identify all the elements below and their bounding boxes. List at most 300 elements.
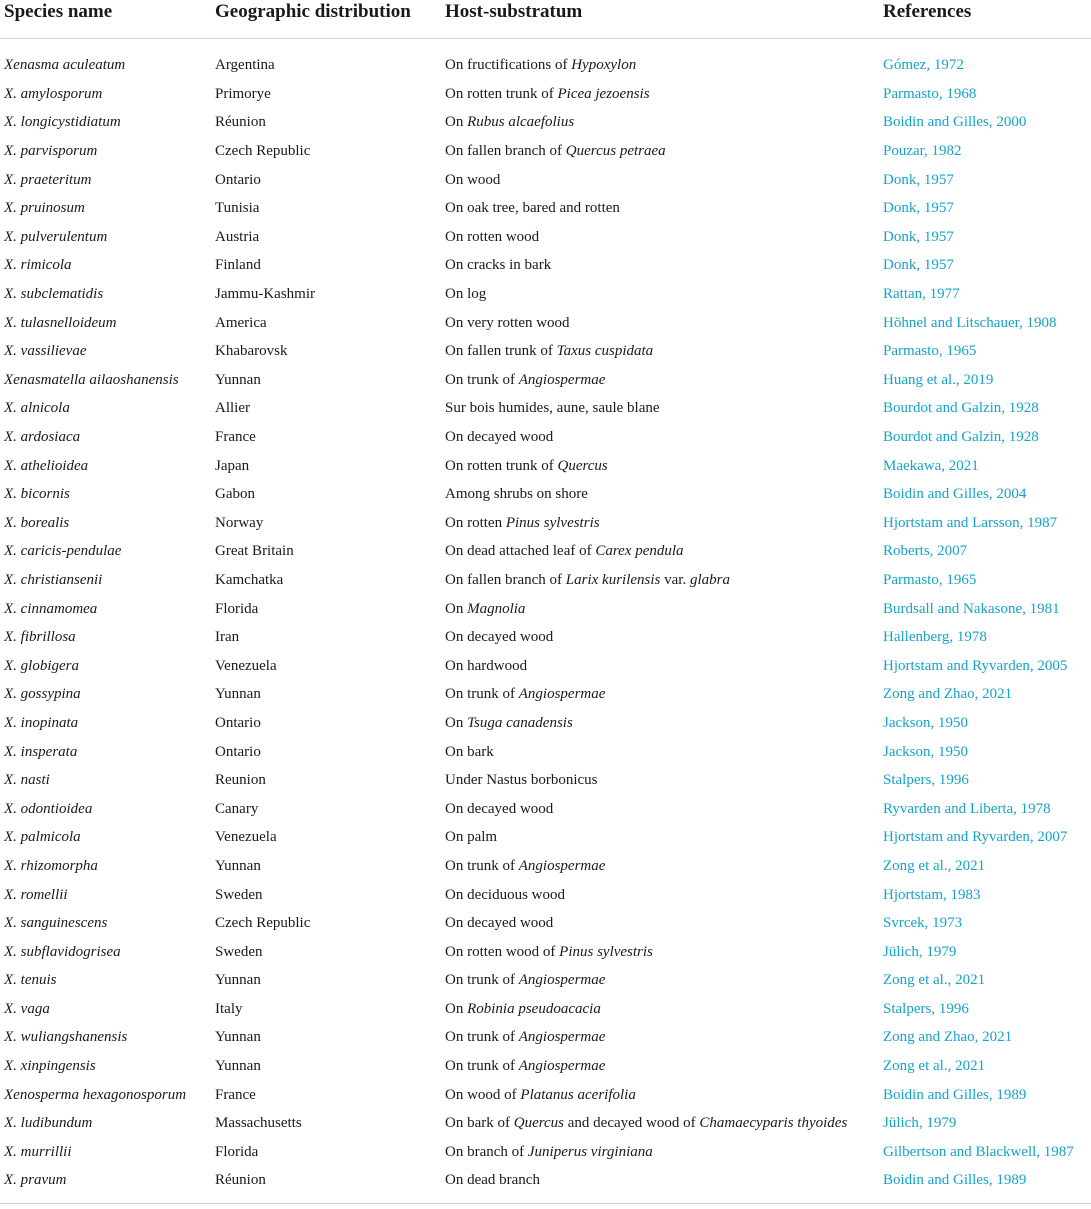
- reference-cell: [876, 937, 1091, 966]
- table-row: [0, 737, 1091, 766]
- species-name-cell: X. rimicola: [4, 257, 72, 274]
- species-name-cell: X. sanguinescens: [4, 915, 108, 932]
- host-substratum-cell: [438, 366, 876, 395]
- host-text: On rotten trunk of: [445, 85, 558, 102]
- host-substratum-cell: [438, 451, 876, 480]
- reference-link[interactable]: Donk, 1957: [883, 200, 954, 217]
- geographic-distribution-cell: Yunnan: [215, 857, 261, 874]
- reference-cell: [876, 337, 1091, 366]
- host-taxon-italic: Angiospermae: [518, 1058, 606, 1075]
- host-taxon-italic: Robinia pseudoacacia: [467, 1000, 601, 1017]
- reference-cell: [876, 909, 1091, 938]
- table-row: [0, 937, 1091, 966]
- geographic-distribution-cell: Japan: [215, 457, 250, 474]
- table-row: [0, 137, 1091, 166]
- host-substratum-cell: [438, 80, 876, 109]
- reference-link[interactable]: Svrcek, 1973: [883, 915, 963, 932]
- host-substratum-cell: [438, 680, 876, 709]
- reference-cell: [876, 51, 1091, 80]
- species-name-cell: X. insperata: [4, 743, 78, 760]
- reference-cell: [876, 308, 1091, 337]
- host-text: Among shrubs on shore: [445, 486, 588, 503]
- geographic-distribution-cell: Sweden: [215, 943, 263, 960]
- host-substratum-cell: [438, 165, 876, 194]
- species-name-cell: X. parvisporum: [4, 143, 98, 160]
- host-taxon-italic: Chamaecyparis thyoides: [699, 1115, 848, 1132]
- reference-link[interactable]: Roberts, 2007: [883, 543, 968, 560]
- host-substratum-cell: [438, 909, 876, 938]
- host-substratum-cell: [438, 794, 876, 823]
- geographic-distribution-cell: Sweden: [215, 886, 263, 903]
- reference-link[interactable]: Hjortstam, 1983: [883, 886, 981, 903]
- host-substratum-cell: [438, 1052, 876, 1081]
- species-name-cell: X. fibrillosa: [4, 629, 76, 646]
- geographic-distribution-cell: Ontario: [215, 743, 261, 760]
- host-text: On trunk of: [445, 972, 519, 989]
- host-taxon-italic: Angiospermae: [518, 1029, 606, 1046]
- reference-link[interactable]: Boidin and Gilles, 1989: [883, 1086, 1027, 1103]
- reference-link[interactable]: Jülich, 1979: [883, 943, 957, 960]
- table-row: [0, 480, 1091, 509]
- species-name-cell: X. rhizomorpha: [4, 857, 98, 874]
- reference-cell: [876, 766, 1091, 795]
- reference-cell: [876, 823, 1091, 852]
- reference-link[interactable]: Huang et al., 2019: [883, 371, 994, 388]
- reference-link[interactable]: Gómez, 1972: [883, 57, 964, 74]
- reference-link[interactable]: Pouzar, 1982: [883, 143, 962, 160]
- host-text: On rotten: [445, 514, 506, 531]
- reference-link[interactable]: Bourdot and Galzin, 1928: [883, 429, 1039, 446]
- table-row: [0, 451, 1091, 480]
- species-name-cell: X. palmicola: [4, 829, 81, 846]
- reference-link[interactable]: Hjortstam and Ryvarden, 2007: [883, 829, 1068, 846]
- geographic-distribution-cell: Primorye: [215, 85, 271, 102]
- reference-link[interactable]: Donk, 1957: [883, 257, 954, 274]
- table-row: [0, 1109, 1091, 1138]
- host-substratum-cell: [438, 1023, 876, 1052]
- species-name-cell: X. vassilievae: [4, 343, 87, 360]
- host-text: On: [445, 1000, 468, 1017]
- host-taxon-italic: Angiospermae: [518, 371, 606, 388]
- host-text: On decayed wood: [445, 915, 554, 932]
- reference-cell: [876, 451, 1091, 480]
- host-substratum-cell: [438, 880, 876, 909]
- host-substratum-cell: [438, 766, 876, 795]
- table-row: [0, 566, 1091, 595]
- host-taxon-italic: glabra: [689, 571, 730, 588]
- host-text: On log: [445, 286, 487, 303]
- geographic-distribution-cell: Venezuela: [215, 829, 277, 846]
- reference-link[interactable]: Zong et al., 2021: [883, 857, 986, 874]
- reference-cell: [876, 566, 1091, 595]
- host-text: On rotten wood: [445, 228, 540, 245]
- reference-link[interactable]: Burdsall and Nakasone, 1981: [883, 600, 1060, 617]
- geographic-distribution-cell: France: [215, 1086, 256, 1103]
- geographic-distribution-cell: Réunion: [215, 114, 266, 131]
- species-name-cell: Xenosperma hexagonosporum: [4, 1086, 187, 1103]
- species-name-cell: X. inopinata: [4, 714, 79, 731]
- geographic-distribution-cell: Khabarovsk: [215, 343, 288, 360]
- host-text: On: [445, 114, 468, 131]
- table-row: [0, 766, 1091, 795]
- geographic-distribution-cell: America: [215, 314, 267, 331]
- species-name-cell: X. amylosporum: [4, 85, 103, 102]
- table-row: [0, 1023, 1091, 1052]
- reference-link[interactable]: Gilbertson and Blackwell, 1987: [883, 1143, 1074, 1160]
- table-row: [0, 880, 1091, 909]
- reference-link[interactable]: Maekawa, 2021: [883, 457, 979, 474]
- species-name-cell: X. tulasnelloideum: [4, 314, 117, 331]
- host-substratum-cell: [438, 423, 876, 452]
- host-substratum-cell: [438, 566, 876, 595]
- host-text: On bark of: [445, 1115, 514, 1132]
- geographic-distribution-cell: Czech Republic: [215, 143, 311, 160]
- table-row: [0, 394, 1091, 423]
- species-name-cell: X. christiansenii: [4, 571, 103, 588]
- header-references: References: [876, 0, 1091, 39]
- reference-cell: [876, 366, 1091, 395]
- geographic-distribution-cell: Ontario: [215, 171, 261, 188]
- geographic-distribution-cell: Florida: [215, 600, 259, 617]
- reference-link[interactable]: Zong and Zhao, 2021: [883, 1029, 1013, 1046]
- host-text: var.: [660, 571, 690, 588]
- host-taxon-italic: Larix kurilensis: [565, 571, 661, 588]
- species-name-cell: X. odontioidea: [4, 800, 93, 817]
- reference-cell: [876, 1052, 1091, 1081]
- host-text: On oak tree, bared and rotten: [445, 200, 620, 217]
- reference-cell: [876, 794, 1091, 823]
- geographic-distribution-cell: Canary: [215, 800, 259, 817]
- reference-cell: [876, 194, 1091, 223]
- host-taxon-italic: Quercus: [557, 457, 608, 474]
- host-text: On bark: [445, 743, 494, 760]
- host-taxon-italic: Taxus cuspidata: [556, 343, 654, 360]
- reference-link[interactable]: Boidin and Gilles, 1989: [883, 1172, 1027, 1189]
- reference-cell: [876, 480, 1091, 509]
- reference-cell: [876, 966, 1091, 995]
- table-row: [0, 1052, 1091, 1081]
- table-row: [0, 251, 1091, 280]
- geographic-distribution-cell: Norway: [215, 514, 264, 531]
- host-text: On trunk of: [445, 686, 519, 703]
- geographic-distribution-cell: Finland: [215, 257, 261, 274]
- reference-cell: [876, 1023, 1091, 1052]
- host-substratum-cell: [438, 337, 876, 366]
- species-name-cell: X. cinnamomea: [4, 600, 98, 617]
- host-substratum-cell: [438, 509, 876, 538]
- reference-cell: [876, 852, 1091, 881]
- host-substratum-cell: [438, 623, 876, 652]
- species-name-cell: X. alnicola: [4, 400, 70, 417]
- host-text: Sur bois humides, aune, saule blane: [445, 400, 660, 417]
- geographic-distribution-cell: Venezuela: [215, 657, 277, 674]
- reference-cell: [876, 995, 1091, 1024]
- table-row: [0, 1138, 1091, 1167]
- geographic-distribution-cell: Yunnan: [215, 686, 261, 703]
- host-text: On decayed wood: [445, 800, 554, 817]
- reference-link[interactable]: Boidin and Gilles, 2000: [883, 114, 1027, 131]
- table-row: [0, 680, 1091, 709]
- host-taxon-italic: Magnolia: [467, 600, 526, 617]
- reference-cell: [876, 1109, 1091, 1138]
- host-text: On fallen trunk of: [445, 343, 557, 360]
- geographic-distribution-cell: Réunion: [215, 1172, 266, 1189]
- host-taxon-italic: Platanus acerifolia: [520, 1086, 636, 1103]
- host-substratum-cell: [438, 194, 876, 223]
- reference-cell: [876, 1138, 1091, 1167]
- host-substratum-cell: [438, 1080, 876, 1109]
- host-taxon-italic: Pinus sylvestris: [505, 514, 600, 531]
- species-name-cell: X. vaga: [4, 1000, 50, 1017]
- table-row: [0, 995, 1091, 1024]
- reference-link[interactable]: Jackson, 1950: [883, 743, 968, 760]
- geographic-distribution-cell: Yunnan: [215, 1029, 261, 1046]
- host-text: On palm: [445, 829, 498, 846]
- species-name-cell: X. wuliangshanensis: [4, 1029, 128, 1046]
- table-row: [0, 223, 1091, 252]
- geographic-distribution-cell: Gabon: [215, 486, 255, 503]
- reference-cell: [876, 680, 1091, 709]
- host-substratum-cell: [438, 537, 876, 566]
- host-taxon-italic: Juniperus virginiana: [527, 1143, 653, 1160]
- host-text: On decayed wood: [445, 629, 554, 646]
- reference-link[interactable]: Boidin and Gilles, 2004: [883, 486, 1027, 503]
- host-substratum-cell: [438, 594, 876, 623]
- reference-link[interactable]: Rattan, 1977: [883, 286, 960, 303]
- reference-link[interactable]: Höhnel and Litschauer, 1908: [883, 314, 1057, 331]
- host-taxon-italic: Angiospermae: [518, 857, 606, 874]
- reference-link[interactable]: Zong et al., 2021: [883, 972, 986, 989]
- geographic-distribution-cell: Iran: [215, 629, 240, 646]
- reference-link[interactable]: Zong et al., 2021: [883, 1058, 986, 1075]
- host-text: On trunk of: [445, 1058, 519, 1075]
- reference-link[interactable]: Stalpers, 1996: [883, 1000, 969, 1017]
- table-row: [0, 623, 1091, 652]
- species-name-cell: X. ludibundum: [4, 1115, 93, 1132]
- species-name-cell: Xenasma aculeatum: [4, 57, 126, 74]
- table-row: [0, 509, 1091, 538]
- geographic-distribution-cell: Czech Republic: [215, 915, 311, 932]
- header-geographic-distribution: Geographic distribution: [208, 0, 438, 39]
- table-row: [0, 1080, 1091, 1109]
- table-row: [0, 823, 1091, 852]
- table-row: [0, 308, 1091, 337]
- species-name-cell: X. xinpingensis: [4, 1058, 96, 1075]
- reference-link[interactable]: Parmasto, 1968: [883, 85, 977, 102]
- species-name-cell: Xenasmatella ailaoshanensis: [4, 371, 179, 388]
- reference-link[interactable]: Parmasto, 1965: [883, 343, 977, 360]
- reference-link[interactable]: Donk, 1957: [883, 171, 954, 188]
- reference-cell: [876, 80, 1091, 109]
- table-row: [0, 909, 1091, 938]
- reference-link[interactable]: Stalpers, 1996: [883, 772, 969, 789]
- host-substratum-cell: [438, 51, 876, 80]
- host-text: On hardwood: [445, 657, 528, 674]
- host-text: On branch of: [445, 1143, 528, 1160]
- species-name-cell: X. pruinosum: [4, 200, 85, 217]
- host-substratum-cell: [438, 966, 876, 995]
- table-row: [0, 337, 1091, 366]
- reference-link[interactable]: Parmasto, 1965: [883, 571, 977, 588]
- table-row: [0, 794, 1091, 823]
- reference-link[interactable]: Jackson, 1950: [883, 714, 968, 731]
- host-taxon-italic: Picea jezoensis: [557, 85, 650, 102]
- geographic-distribution-cell: Yunnan: [215, 371, 261, 388]
- header-host-substratum: Host-substratum: [438, 0, 876, 39]
- host-substratum-cell: [438, 308, 876, 337]
- host-taxon-italic: Carex pendula: [595, 543, 684, 560]
- geographic-distribution-cell: Florida: [215, 1143, 259, 1160]
- table-row: [0, 651, 1091, 680]
- host-substratum-cell: [438, 823, 876, 852]
- species-name-cell: X. caricis-pendulae: [4, 543, 122, 560]
- species-name-cell: X. tenuis: [4, 972, 57, 989]
- reference-cell: [876, 394, 1091, 423]
- reference-link[interactable]: Bourdot and Galzin, 1928: [883, 400, 1039, 417]
- reference-cell: [876, 1080, 1091, 1109]
- geographic-distribution-cell: Tunisia: [215, 200, 260, 217]
- table-row: [0, 537, 1091, 566]
- header-row: [0, 0, 1091, 39]
- host-text: and decayed wood of: [564, 1115, 700, 1132]
- host-text: On decayed wood: [445, 429, 554, 446]
- species-name-cell: X. borealis: [4, 514, 70, 531]
- host-text: On: [445, 714, 468, 731]
- table-row: [0, 852, 1091, 881]
- geographic-distribution-cell: Austria: [215, 228, 260, 245]
- table-header: [0, 0, 1091, 39]
- geographic-distribution-cell: Great Britain: [215, 543, 294, 560]
- reference-link[interactable]: Jülich, 1979: [883, 1115, 957, 1132]
- host-text: On trunk of: [445, 857, 519, 874]
- host-text: On trunk of: [445, 1029, 519, 1046]
- host-text: On fallen branch of: [445, 571, 566, 588]
- host-substratum-cell: [438, 251, 876, 280]
- host-substratum-cell: [438, 1138, 876, 1167]
- host-taxon-italic: Pinus sylvestris: [559, 943, 653, 960]
- table-row: [0, 80, 1091, 109]
- host-text: On fructifications of: [445, 57, 572, 74]
- table-row: [0, 966, 1091, 995]
- reference-link[interactable]: Ryvarden and Liberta, 1978: [883, 800, 1051, 817]
- host-text: On fallen branch of: [445, 143, 566, 160]
- geographic-distribution-cell: Reunion: [215, 772, 266, 789]
- reference-link[interactable]: Donk, 1957: [883, 228, 954, 245]
- host-substratum-cell: [438, 280, 876, 309]
- host-substratum-cell: [438, 394, 876, 423]
- host-substratum-cell: [438, 995, 876, 1024]
- host-text: On deciduous wood: [445, 886, 565, 903]
- host-text: On wood of: [445, 1086, 521, 1103]
- host-taxon-italic: Angiospermae: [518, 686, 606, 703]
- host-text: On trunk of: [445, 371, 519, 388]
- table-row: [0, 194, 1091, 223]
- geographic-distribution-cell: Massachusetts: [215, 1115, 302, 1132]
- reference-link[interactable]: Hjortstam and Larsson, 1987: [883, 514, 1058, 531]
- host-taxon-italic: Hypoxylon: [571, 57, 637, 74]
- reference-cell: [876, 537, 1091, 566]
- host-substratum-cell: [438, 709, 876, 738]
- reference-cell: [876, 709, 1091, 738]
- species-name-cell: X. murrillii: [4, 1143, 72, 1160]
- host-substratum-cell: [438, 480, 876, 509]
- reference-cell: [876, 223, 1091, 252]
- species-name-cell: X. subclematidis: [4, 286, 104, 303]
- host-substratum-cell: [438, 1109, 876, 1138]
- species-name-cell: X. globigera: [4, 657, 79, 674]
- geographic-distribution-cell: Yunnan: [215, 972, 261, 989]
- host-text: On very rotten wood: [445, 314, 570, 331]
- host-substratum-cell: [438, 937, 876, 966]
- host-text: On dead branch: [445, 1172, 540, 1189]
- reference-cell: [876, 737, 1091, 766]
- header-species-name: Species name: [0, 0, 208, 39]
- host-substratum-cell: [438, 651, 876, 680]
- table-row: [0, 51, 1091, 80]
- reference-link[interactable]: Zong and Zhao, 2021: [883, 686, 1013, 703]
- species-name-cell: X. subflavidogrisea: [4, 943, 121, 960]
- reference-cell: [876, 165, 1091, 194]
- reference-cell: [876, 251, 1091, 280]
- species-name-cell: X. praeteritum: [4, 171, 92, 188]
- table-row: [0, 423, 1091, 452]
- host-taxon-italic: Angiospermae: [518, 972, 606, 989]
- reference-cell: [876, 137, 1091, 166]
- geographic-distribution-cell: Italy: [215, 1000, 243, 1017]
- host-taxon-italic: Quercus: [513, 1115, 565, 1132]
- species-name-cell: X. romellii: [4, 886, 68, 903]
- host-text: On rotten trunk of: [445, 457, 558, 474]
- geographic-distribution-cell: France: [215, 429, 256, 446]
- host-text: Under Nastus borbonicus: [445, 772, 598, 789]
- geographic-distribution-cell: Ontario: [215, 714, 261, 731]
- table-row: [0, 280, 1091, 309]
- host-substratum-cell: [438, 852, 876, 881]
- species-name-cell: X. bicornis: [4, 486, 70, 503]
- species-name-cell: X. pulverulentum: [4, 228, 108, 245]
- host-substratum-cell: [438, 737, 876, 766]
- table-row: [0, 1166, 1091, 1195]
- table-row: [0, 366, 1091, 395]
- species-name-cell: X. gossypina: [4, 686, 81, 703]
- reference-link[interactable]: Hjortstam and Ryvarden, 2005: [883, 657, 1068, 674]
- geographic-distribution-cell: Kamchatka: [215, 571, 284, 588]
- reference-cell: [876, 651, 1091, 680]
- table-bottom-rule: [0, 1203, 1091, 1204]
- reference-cell: [876, 594, 1091, 623]
- host-text: On: [445, 600, 468, 617]
- geographic-distribution-cell: Argentina: [215, 57, 275, 74]
- reference-cell: [876, 623, 1091, 652]
- table-row: [0, 594, 1091, 623]
- geographic-distribution-cell: Yunnan: [215, 1058, 261, 1075]
- species-name-cell: X. ardosiaca: [4, 429, 81, 446]
- table-row: [0, 165, 1091, 194]
- reference-link[interactable]: Hallenberg, 1978: [883, 629, 987, 646]
- host-taxon-italic: Tsuga canadensis: [467, 714, 573, 731]
- species-name-cell: X. nasti: [4, 772, 50, 789]
- reference-cell: [876, 1166, 1091, 1195]
- reference-cell: [876, 108, 1091, 137]
- host-text: On cracks in bark: [445, 257, 552, 274]
- species-name-cell: X. longicystidiatum: [4, 114, 121, 131]
- host-text: On wood: [445, 171, 501, 188]
- geographic-distribution-cell: Allier: [215, 400, 250, 417]
- host-taxon-italic: Rubus alcaefolius: [467, 114, 575, 131]
- host-text: On dead attached leaf of: [445, 543, 596, 560]
- table-row: [0, 709, 1091, 738]
- reference-cell: [876, 423, 1091, 452]
